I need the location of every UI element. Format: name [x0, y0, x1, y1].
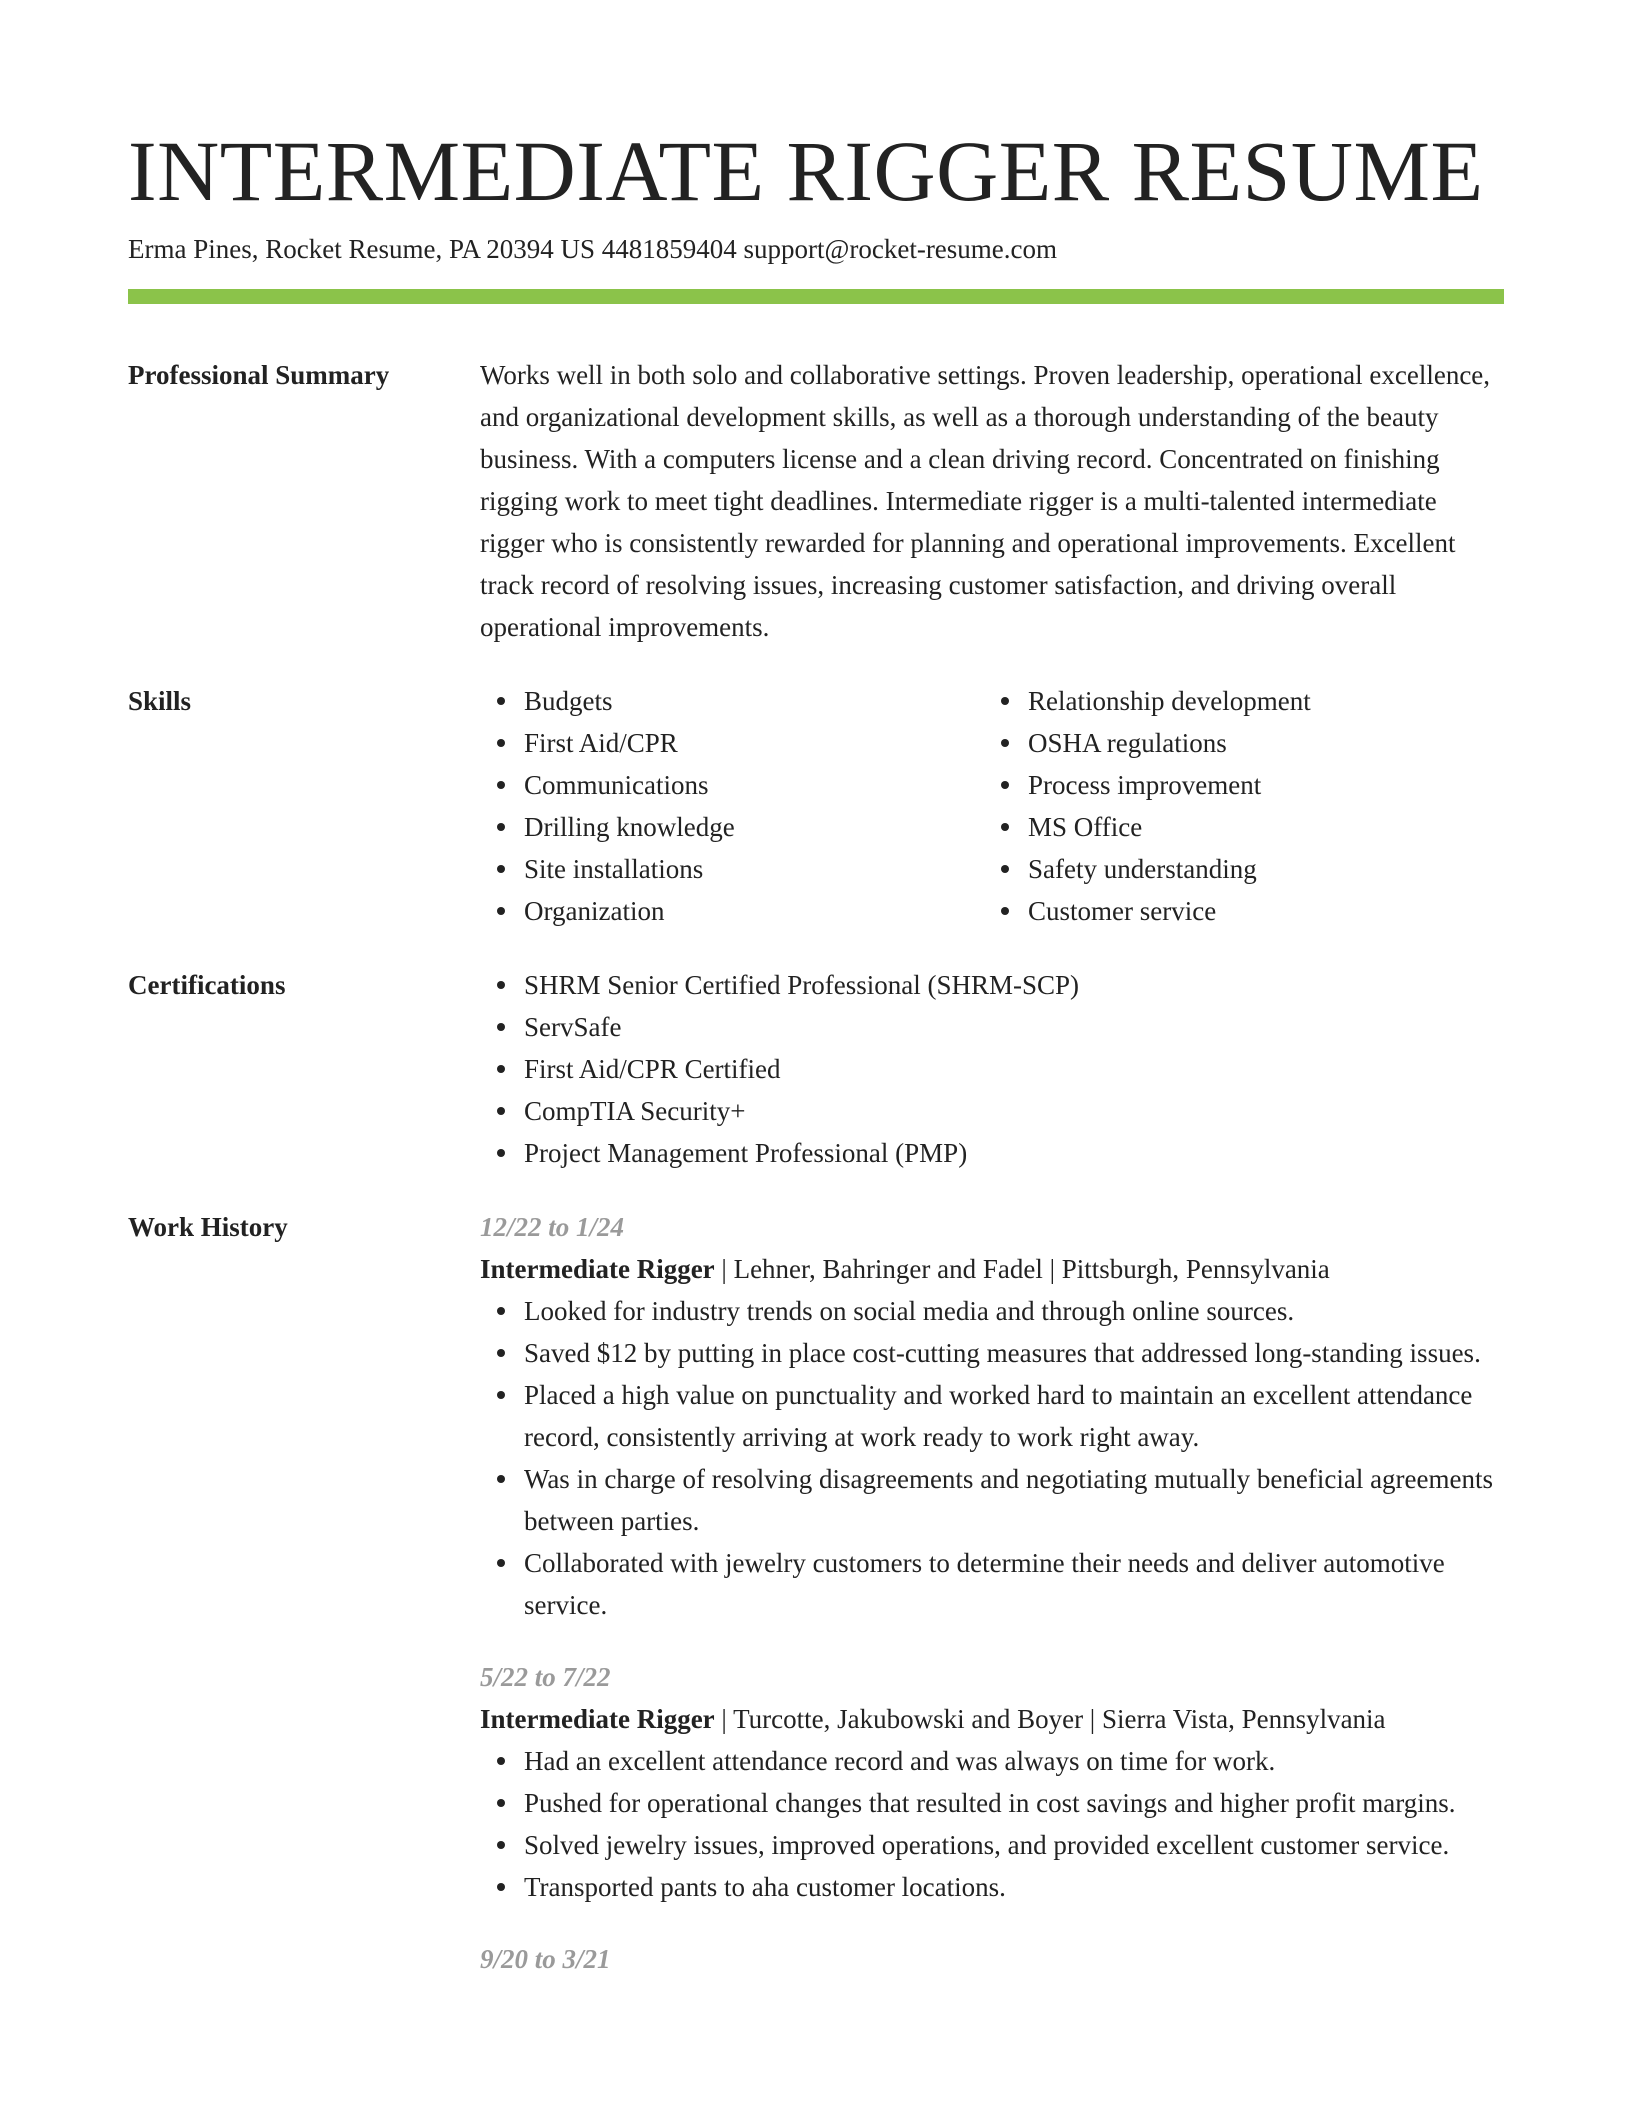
- contact-line: Erma Pines, Rocket Resume, PA 20394 US 4481859404 support@rocket-resume.com: [128, 234, 1058, 264]
- job-bullet: Transported pants to aha customer locations.: [524, 1866, 1504, 1908]
- job-bullet: Was in charge of resolving disagreements and negotiating mutually beneficial agreements between parties.: [524, 1458, 1504, 1542]
- certification-item: CompTIA Security+: [524, 1090, 1504, 1132]
- job-company-location: | Lehner, Bahringer and Fadel | Pittsburgh, Pennsylvania: [714, 1254, 1330, 1284]
- skill-item: Drilling knowledge: [524, 806, 984, 848]
- resume-title: INTERMEDIATE RIGGER RESUME: [128, 123, 1484, 219]
- job-bullet: Collaborated with jewelry customers to determine their needs and deliver automotive service.: [524, 1542, 1504, 1626]
- job-bullet: Looked for industry trends on social media and through online sources.: [524, 1290, 1504, 1332]
- skill-item: MS Office: [1028, 806, 1488, 848]
- skill-item: Customer service: [1028, 890, 1488, 932]
- resume-page: [128, 0, 1504, 2010]
- skills-list-right: [984, 680, 1488, 932]
- job-heading: [480, 1248, 1504, 1290]
- certifications-list: [480, 964, 1504, 1174]
- job-heading: [480, 1698, 1504, 1740]
- skill-item: OSHA regulations: [1028, 722, 1488, 764]
- skill-item: Process improvement: [1028, 764, 1488, 806]
- work-history-body: [480, 1206, 1504, 2010]
- professional-summary-section: [128, 354, 1504, 648]
- skill-item: Organization: [524, 890, 984, 932]
- skill-item: Budgets: [524, 680, 984, 722]
- skill-item: Site installations: [524, 848, 984, 890]
- job-dates: 12/22 to 1/24: [480, 1212, 625, 1242]
- job-bullet: Placed a high value on punctuality and worked hard to maintain an excellent attendance record, consistently arriving at work ready to work right away.: [524, 1374, 1504, 1458]
- job-bullet-list: [480, 1740, 1504, 1908]
- certification-item: SHRM Senior Certified Professional (SHRM-SCP): [524, 964, 1504, 1006]
- header-divider: [128, 289, 1504, 304]
- section-label-skills: Skills: [128, 686, 192, 716]
- job-dates: 5/22 to 7/22: [480, 1662, 611, 1692]
- work-history-section: [128, 1206, 1504, 2010]
- job-bullet-list: [480, 1290, 1504, 1626]
- skill-item: Communications: [524, 764, 984, 806]
- skills-section: [128, 680, 1504, 932]
- skills-list-left: [480, 680, 984, 932]
- job-title: Intermediate Rigger: [480, 1704, 715, 1734]
- job-bullet: Had an excellent attendance record and was always on time for work.: [524, 1740, 1504, 1782]
- certification-item: Project Management Professional (PMP): [524, 1132, 1504, 1174]
- job-company-location: | Turcotte, Jakubowski and Boyer | Sierra Vista, Pennsylvania: [714, 1704, 1386, 1734]
- skill-item: First Aid/CPR: [524, 722, 984, 764]
- job-bullet: Pushed for operational changes that resulted in cost savings and higher profit margins.: [524, 1782, 1504, 1824]
- skill-item: Safety understanding: [1028, 848, 1488, 890]
- job-entry: [480, 1656, 1504, 1908]
- section-label-summary: Professional Summary: [128, 360, 390, 390]
- job-dates: 9/20 to 3/21: [480, 1944, 611, 1974]
- skills-grid: [480, 680, 1504, 932]
- job-bullet: Solved jewelry issues, improved operations, and provided excellent customer service.: [524, 1824, 1504, 1866]
- certification-item: ServSafe: [524, 1006, 1504, 1048]
- certifications-body: [480, 964, 1504, 1174]
- summary-text: Works well in both solo and collaborative settings. Proven leadership, operational excellence, and organizational development skills, as well as a thorough understanding of the beauty business. With a computers license and a clean driving record. Concentrated on finishing rigging work to meet tight deadlines. Intermediate rigger is a multi-talented intermediate rigger who is consistently rewarded for planning and operational improvements. Excellent track record of resolving issues, increasing customer satisfaction, and driving overall operational improvements.: [480, 360, 1491, 642]
- certification-item: First Aid/CPR Certified: [524, 1048, 1504, 1090]
- section-label-work-history: Work History: [128, 1212, 288, 1242]
- job-title: Intermediate Rigger: [480, 1254, 715, 1284]
- section-label-certifications: Certifications: [128, 970, 286, 1000]
- job-entry: [480, 1938, 1504, 1980]
- job-bullet: Saved $12 by putting in place cost-cutting measures that addressed long-standing issues.: [524, 1332, 1504, 1374]
- job-entry: [480, 1206, 1504, 1626]
- skills-column-left: [480, 680, 984, 932]
- certifications-section: [128, 964, 1504, 1174]
- skill-item: Relationship development: [1028, 680, 1488, 722]
- skills-column-right: [984, 680, 1488, 932]
